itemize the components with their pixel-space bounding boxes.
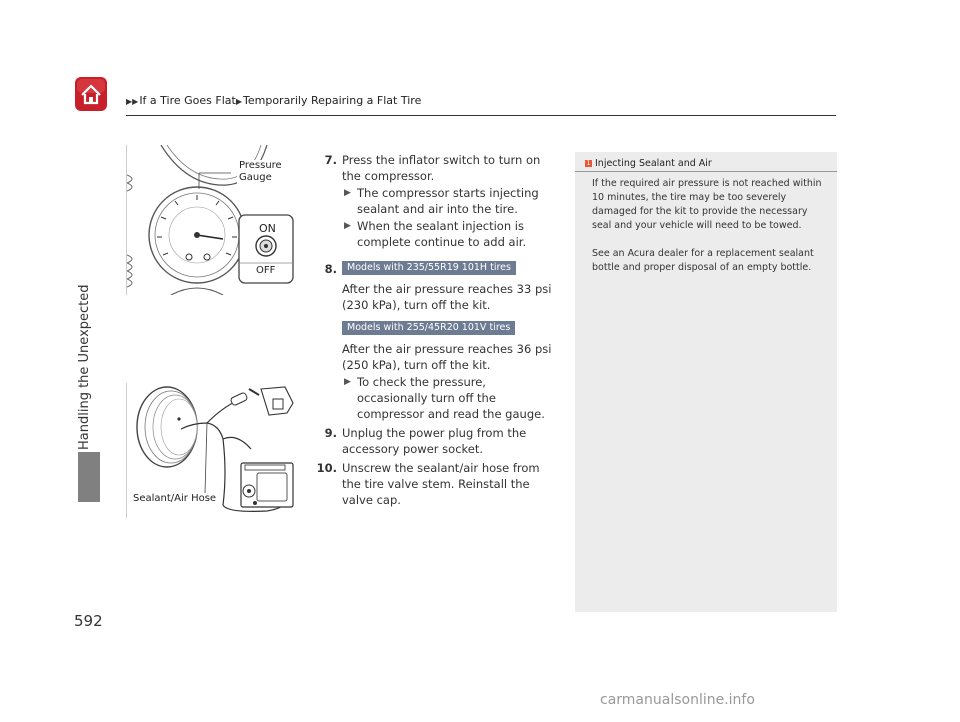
breadcrumb-item-temp-repair[interactable]: Temporarily Repairing a Flat Tire xyxy=(243,94,422,107)
arrow-icon: ▶ xyxy=(344,377,351,387)
step-text: After the air pressure reaches 36 psi (250 kPa), turn off the kit. xyxy=(342,342,552,372)
step-note: ▶ When the sealant injection is complete continue to add air. xyxy=(344,219,527,249)
breadcrumb-arrow-icon: ▶▶ xyxy=(126,97,139,106)
note-icon: 1 xyxy=(586,160,591,167)
sealant-hose-figure xyxy=(126,383,307,518)
model-badge: Models with 255/45R20 101V tires xyxy=(342,321,515,335)
step-number: 9. xyxy=(324,426,337,440)
breadcrumb xyxy=(126,94,421,107)
note-title: 1 Injecting Sealant and Air xyxy=(575,152,837,172)
step-text: Press the inflator switch to turn on the compressor. xyxy=(342,153,541,183)
arrow-icon: ▶ xyxy=(344,188,351,198)
step-7 xyxy=(310,152,560,250)
step-note: ▶ To check the pressure, occasionally turn off the compressor and read the gauge. xyxy=(344,375,545,421)
watermark: carmanualsonline.info xyxy=(600,692,755,708)
step-8 xyxy=(310,253,560,422)
step-number: 7. xyxy=(324,153,337,167)
model-badge: Models with 235/55R19 101H tires xyxy=(342,261,516,275)
sealant-hose-label: Sealant/Air Hose xyxy=(133,493,217,504)
note-sidebar xyxy=(575,152,837,612)
step-9 xyxy=(310,425,560,457)
step-number: 10. xyxy=(316,461,337,475)
on-label: ON xyxy=(259,222,276,235)
off-label: OFF xyxy=(256,265,276,276)
page-number: 592 xyxy=(74,612,103,630)
note-paragraph: If the required air pressure is not reached within 10 minutes, the tire may be too severely damaged for the kit to provide the necessary seal and your vehicle will need to be towed. xyxy=(592,178,822,231)
section-tab xyxy=(78,452,100,502)
breadcrumb-item-flat-tire[interactable]: If a Tire Goes Flat xyxy=(139,94,236,107)
pressure-gauge-figure xyxy=(126,145,307,295)
step-text: Unscrew the sealant/air hose from the tire valve stem. Reinstall the valve cap. xyxy=(342,461,540,507)
step-number: 8. xyxy=(324,262,337,276)
breadcrumb-arrow-icon: ▶ xyxy=(235,97,242,106)
note-paragraph: See an Acura dealer for a replacement sealant bottle and proper disposal of an empty bottle. xyxy=(592,248,814,273)
header-rule xyxy=(126,115,836,116)
arrow-icon: ▶ xyxy=(344,221,351,231)
step-10 xyxy=(310,460,560,508)
pressure-gauge-label: Pressure Gauge xyxy=(239,160,282,183)
section-title: Handling the Unexpected xyxy=(77,284,92,450)
instruction-steps xyxy=(310,152,560,511)
home-icon[interactable] xyxy=(74,76,108,112)
step-text: After the air pressure reaches 33 psi (230 kPa), turn off the kit. xyxy=(342,282,552,312)
step-note: ▶ The compressor starts injecting sealant and air into the tire. xyxy=(344,186,539,216)
step-text: Unplug the power plug from the accessory power socket. xyxy=(342,426,527,456)
